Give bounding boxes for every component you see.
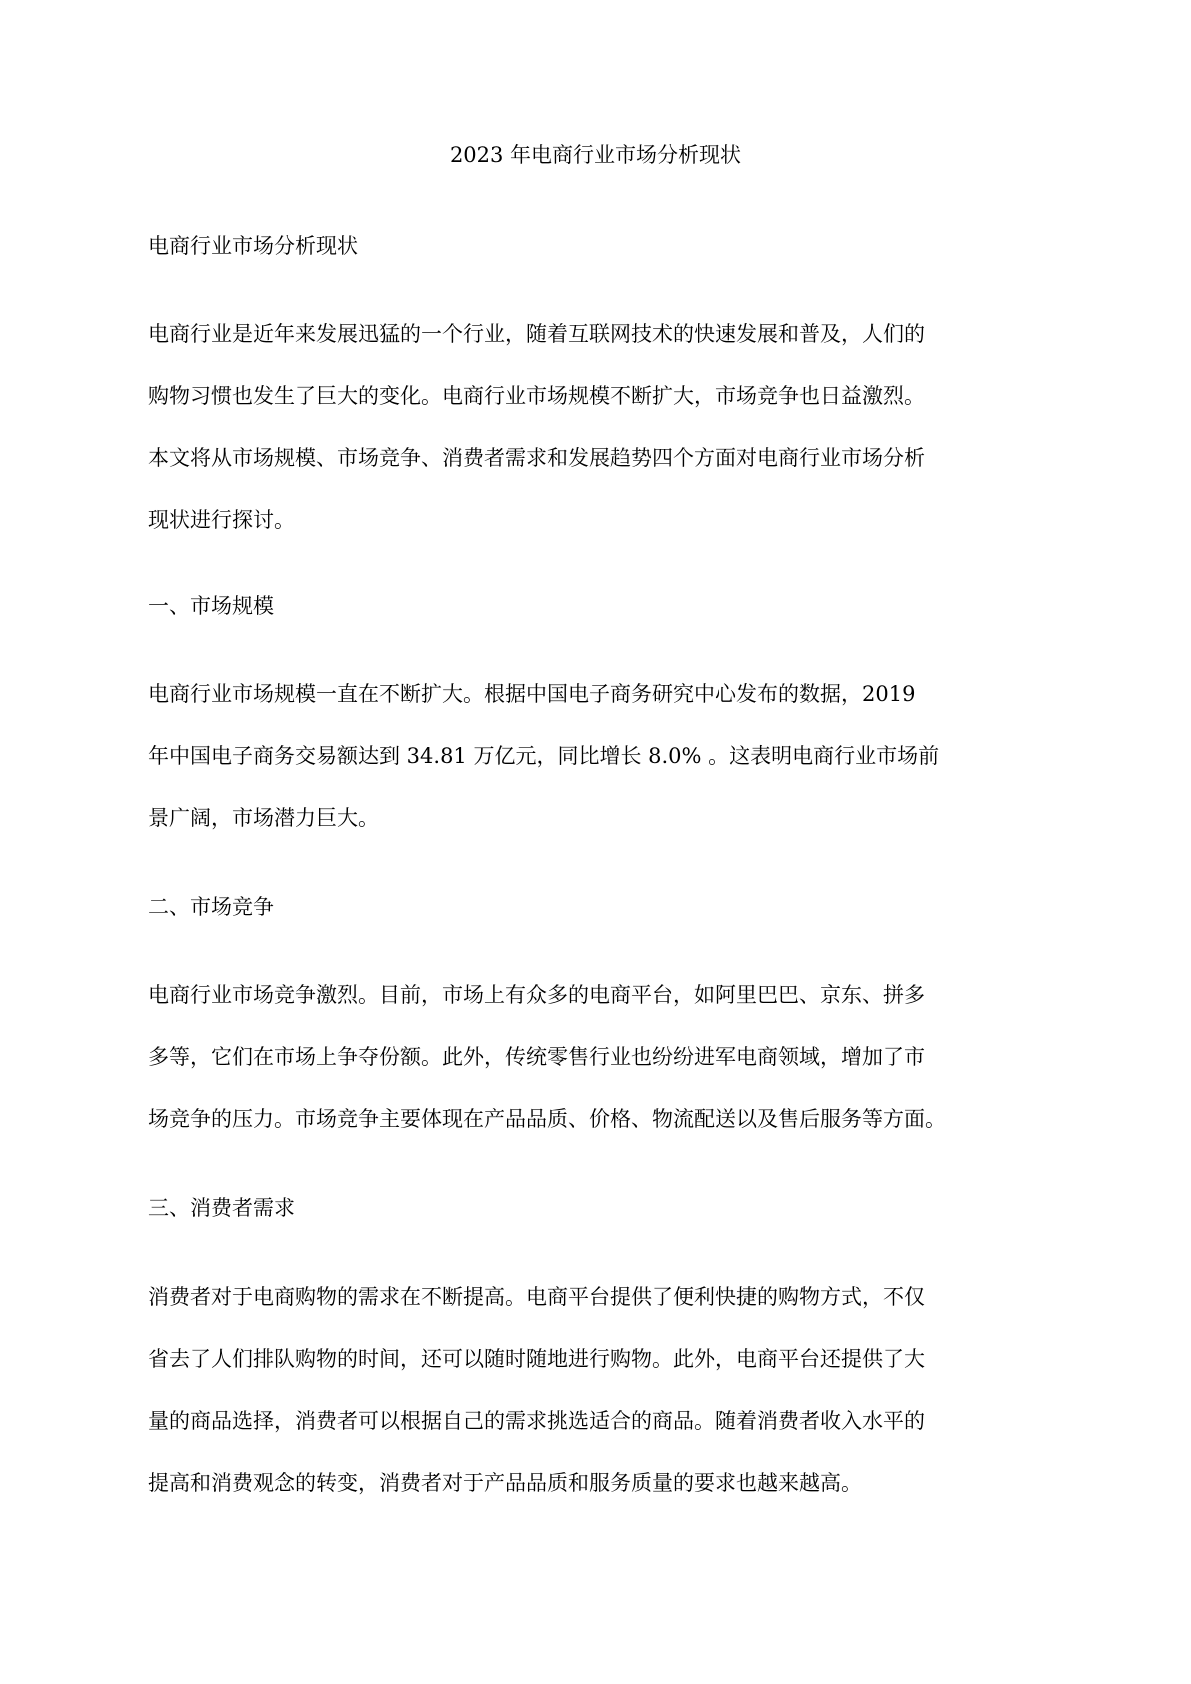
paragraph-line: 场竞争的压力。市场竞争主要体现在产品品质、价格、物流配送以及售后服务等方面。 <box>148 1107 946 1131</box>
intro-paragraph <box>148 303 925 551</box>
paragraph-line: 年中国电子商务交易额达到 34.81 万亿元，同比增长 8.0% 。这表明电商行业市场前 <box>148 744 940 768</box>
paragraph-line: 购物习惯也发生了巨大的变化。电商行业市场规模不断扩大，市场竞争也日益激烈。 <box>148 384 925 408</box>
paragraph-line: 提高和消费观念的转变，消费者对于产品品质和服务质量的要求也越来越高。 <box>148 1471 862 1495</box>
section-heading-consumer-demand: 三、消费者需求 <box>148 1196 295 1220</box>
section-paragraph-market-size <box>148 663 939 849</box>
paragraph-line: 电商行业市场竞争激烈。目前，市场上有众多的电商平台，如阿里巴巴、京东、拼多 <box>148 983 925 1007</box>
paragraph-line: 电商行业是近年来发展迅猛的一个行业，随着互联网技术的快速发展和普及，人们的 <box>148 322 925 346</box>
paragraph-line: 本文将从市场规模、市场竞争、消费者需求和发展趋势四个方面对电商行业市场分析 <box>148 446 925 470</box>
document-title: 2023 年电商行业市场分析现状 <box>449 143 742 167</box>
document-subtitle: 电商行业市场分析现状 <box>148 234 358 258</box>
paragraph-line: 多等，它们在市场上争夺份额。此外，传统零售行业也纷纷进军电商领域，增加了市 <box>148 1045 925 1069</box>
paragraph-line: 量的商品选择，消费者可以根据自己的需求挑选适合的商品。随着消费者收入水平的 <box>148 1409 925 1433</box>
paragraph-line: 电商行业市场规模一直在不断扩大。根据中国电子商务研究中心发布的数据，2019 <box>148 682 916 706</box>
section-heading-market-size: 一、市场规模 <box>148 594 274 618</box>
paragraph-line: 现状进行探讨。 <box>148 508 295 532</box>
paragraph-line: 消费者对于电商购物的需求在不断提高。电商平台提供了便利快捷的购物方式，不仅 <box>148 1285 925 1309</box>
section-paragraph-consumer-demand <box>148 1266 925 1514</box>
paragraph-line: 省去了人们排队购物的时间，还可以随时随地进行购物。此外，电商平台还提供了大 <box>148 1347 925 1371</box>
section-paragraph-market-competition <box>148 964 946 1150</box>
paragraph-line: 景广阔，市场潜力巨大。 <box>148 806 379 830</box>
section-heading-market-competition: 二、市场竞争 <box>148 895 274 919</box>
